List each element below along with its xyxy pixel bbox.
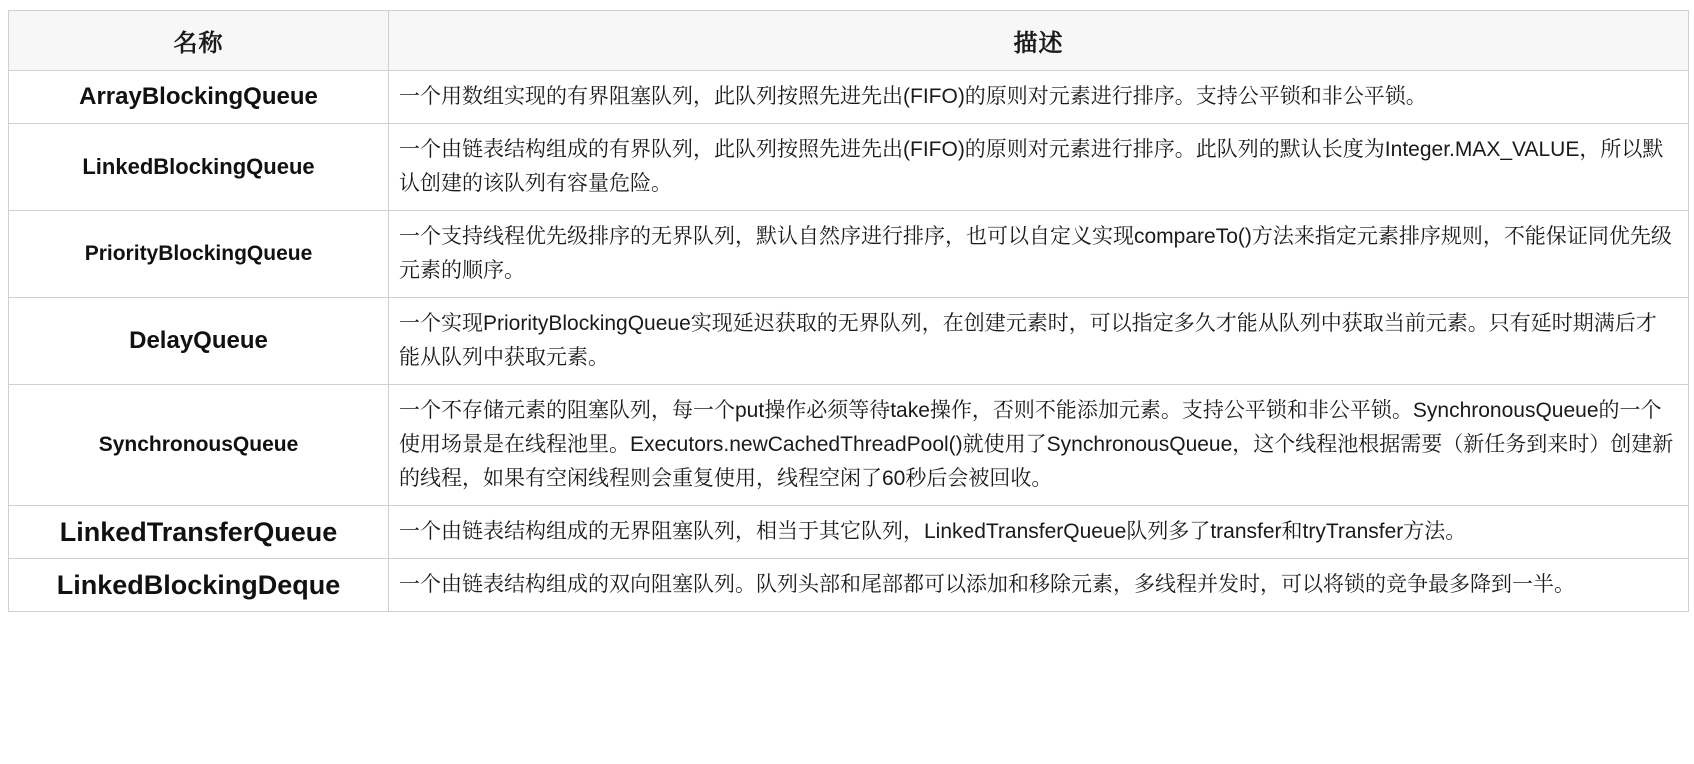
table-header <box>9 11 1689 71</box>
table-body <box>9 71 1689 612</box>
queue-name-cell: PriorityBlockingQueue <box>9 211 389 298</box>
queue-name-cell: DelayQueue <box>9 298 389 385</box>
queue-name-cell: SynchronousQueue <box>9 385 389 506</box>
blocking-queue-table <box>8 10 1689 612</box>
queue-description-cell: 一个支持线程优先级排序的无界队列，默认自然序进行排序，也可以自定义实现compareTo()方法来指定元素排序规则，不能保证同优先级元素的顺序。 <box>389 211 1689 298</box>
queue-name-cell: LinkedBlockingQueue <box>9 124 389 211</box>
queue-name-cell: ArrayBlockingQueue <box>9 71 389 124</box>
queue-description-cell: 一个由链表结构组成的有界队列，此队列按照先进先出(FIFO)的原则对元素进行排序。此队列的默认长度为Integer.MAX_VALUE，所以默认创建的该队列有容量危险。 <box>389 124 1689 211</box>
table-row <box>9 559 1689 612</box>
table-row <box>9 506 1689 559</box>
queue-description-cell: 一个实现PriorityBlockingQueue实现延迟获取的无界队列，在创建元素时，可以指定多久才能从队列中获取当前元素。只有延时期满后才能从队列中获取元素。 <box>389 298 1689 385</box>
table-row <box>9 211 1689 298</box>
table-row <box>9 385 1689 506</box>
column-header-name: 名称 <box>9 11 389 71</box>
table-row <box>9 71 1689 124</box>
queue-name-cell: LinkedBlockingDeque <box>9 559 389 612</box>
column-header-description: 描述 <box>389 11 1689 71</box>
table-row <box>9 124 1689 211</box>
queue-description-cell: 一个不存储元素的阻塞队列，每一个put操作必须等待take操作，否则不能添加元素。支持公平锁和非公平锁。SynchronousQueue的一个使用场景是在线程池里。Executors.newCachedThreadPool()就使用了SynchronousQueue，这个线程池根据需要（新任务到来时）创建新的线程，如果有空闲线程则会重复使用，线程空闲了60秒后会被回收。 <box>389 385 1689 506</box>
queue-name-cell: LinkedTransferQueue <box>9 506 389 559</box>
table-row <box>9 298 1689 385</box>
queue-description-cell: 一个由链表结构组成的双向阻塞队列。队列头部和尾部都可以添加和移除元素，多线程并发时，可以将锁的竞争最多降到一半。 <box>389 559 1689 612</box>
queue-description-cell: 一个用数组实现的有界阻塞队列，此队列按照先进先出(FIFO)的原则对元素进行排序。支持公平锁和非公平锁。 <box>389 71 1689 124</box>
table-header-row <box>9 11 1689 71</box>
queue-description-cell: 一个由链表结构组成的无界阻塞队列，相当于其它队列，LinkedTransferQueue队列多了transfer和tryTransfer方法。 <box>389 506 1689 559</box>
